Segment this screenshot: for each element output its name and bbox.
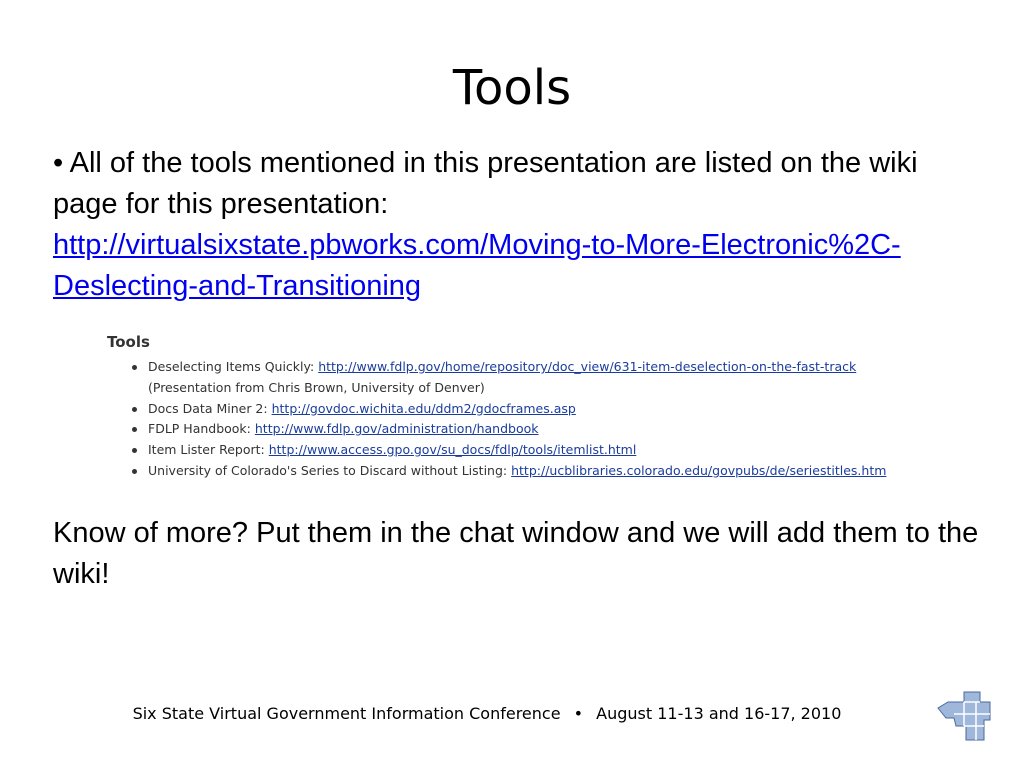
tool-link[interactable]: http://www.fdlp.gov/home/repository/doc_view/631-item-deselection-on-the-fast-track <box>318 359 857 374</box>
tools-list-screenshot <box>100 327 900 487</box>
tool-link[interactable]: http://www.fdlp.gov/administration/handbook <box>254 421 539 437</box>
tool-link[interactable]: http://ucblibraries.colorado.edu/govpubs/de/seriestitles.htm <box>511 462 887 478</box>
tool-label: Item Lister Report: <box>148 442 265 458</box>
know-more-text: Know of more? Put them in the chat window and we will add them to the wiki! <box>53 517 979 590</box>
tool-item-deselecting <box>130 357 900 378</box>
tool-link[interactable]: http://govdoc.wichita.edu/ddm2/gdocframes.asp <box>271 400 576 416</box>
tool-item-item-lister <box>130 440 900 461</box>
screenshot-heading: Tools <box>107 333 150 351</box>
tool-link[interactable]: http://www.access.gpo.gov/su_docs/fdlp/tools/itemlist.html <box>268 442 637 458</box>
footer <box>0 702 974 726</box>
bullet-text: All of the tools mentioned in this presentation are listed on the wiki page for this presentation: <box>53 147 918 220</box>
tool-note: (Presentation from Chris Brown, University of Denver) <box>148 379 485 395</box>
slide-title: Tools <box>452 60 572 116</box>
bullet-marker: • <box>53 147 64 179</box>
tool-item-note <box>130 378 900 399</box>
tool-label: Deselecting Items Quickly: <box>148 359 315 374</box>
tools-list <box>130 357 900 482</box>
bullet-paragraph <box>53 143 983 307</box>
wiki-link[interactable]: http://virtualsixstate.pbworks.com/Moving-to-More-Electronic%2C-Deslecting-and-Transitioning <box>53 229 901 302</box>
tool-item-fdlp-handbook <box>130 419 900 440</box>
tool-item-docs-data-miner <box>130 399 900 420</box>
footer-dates: August 11-13 and 16-17, 2010 <box>596 704 842 723</box>
footer-conference: Six State Virtual Government Information Conference <box>132 704 561 723</box>
tool-item-colorado-series <box>130 461 900 482</box>
tool-label: Docs Data Miner 2: <box>148 400 268 416</box>
tool-label: University of Colorado's Series to Discard without Listing: <box>148 462 508 478</box>
tool-label: FDLP Handbook: <box>148 421 251 437</box>
six-state-map-logo <box>934 690 994 742</box>
footer-separator: • <box>573 704 584 723</box>
